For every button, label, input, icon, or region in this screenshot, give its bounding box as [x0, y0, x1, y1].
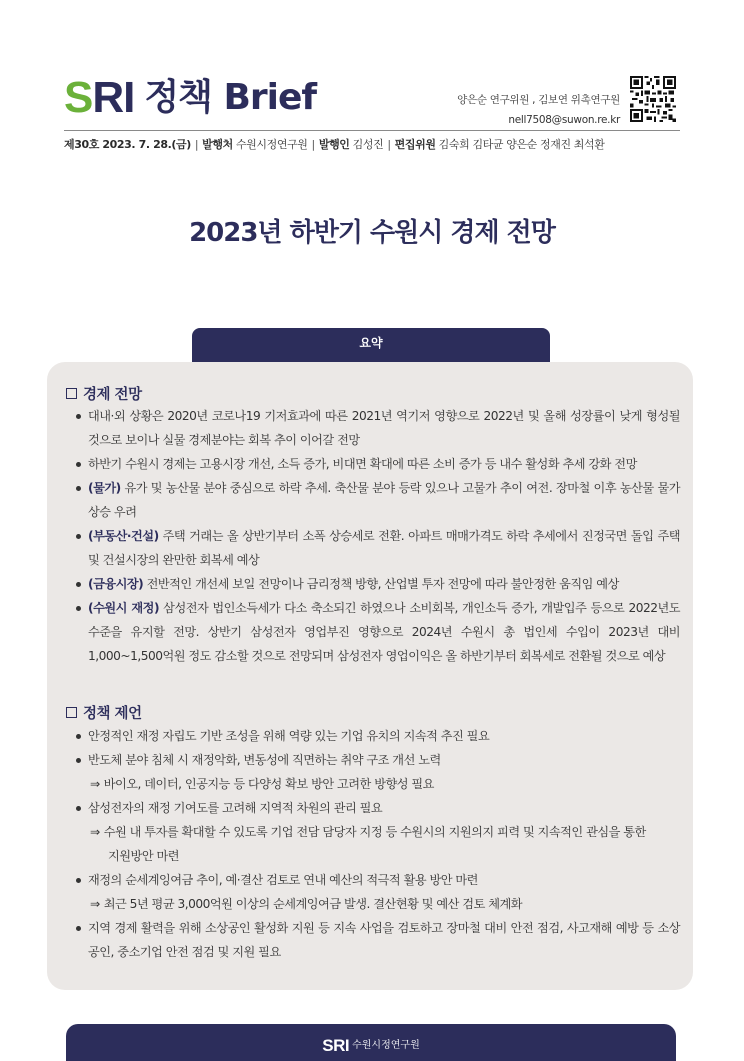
- brand-title: 정책 Brief: [144, 77, 317, 118]
- list-item: 재정의 순세계잉여금 추이, 예·결산 검토로 연내 예산의 적극적 활용 방안 마련 ⇒ 최근 5년 평균 3,000억원 이상의 순세계잉여금 발생. 결산현황 및 예산 검토 체계화: [76, 868, 680, 916]
- list-item: 안정적인 재정 자립도 기반 조성을 위해 역량 있는 기업 유치의 지속적 추진 필요: [76, 724, 680, 748]
- header-divider: [64, 130, 680, 131]
- sri-logo: SRI: [64, 73, 135, 122]
- header: [64, 73, 680, 132]
- section-heading-economy: 경제 전망: [66, 383, 142, 404]
- issuer-label: 발행인: [318, 138, 350, 151]
- economy-list: [76, 404, 680, 668]
- footer-sri-logo: SRI: [322, 1036, 350, 1055]
- page-title: 2023년 하반기 수원시 경제 전망: [189, 218, 555, 248]
- authors-line: 양은순 연구위원 , 김보연 위촉연구원: [457, 94, 620, 106]
- footer-logo: [66, 1036, 676, 1056]
- list-item: 지역 경제 활력을 위해 소상공인 활성화 지원 등 지속 사업을 검토하고 장마철 대비 안전 점검, 사고재해 예방 등 소상공인, 중소기업 안전 점검 및 지원 필요: [76, 916, 680, 964]
- publication-info: 제30호 2023. 7. 28.(금) | 발행처 수원시정연구원 | 발행인 김성진 | 편집위원 김숙희 김타균 양은순 정재진 최석환: [64, 138, 605, 151]
- policy-list: [76, 724, 680, 964]
- footer-bar: [66, 1024, 676, 1061]
- footer-org-name: 수원시정연구원: [352, 1040, 420, 1051]
- author-email: nell7508@suwon.re.kr: [508, 114, 620, 126]
- editors-value: 김숙희 김타균 양은순 정재진 최석환: [438, 138, 605, 151]
- list-item: (물가) 유가 및 농산물 분야 중심으로 하락 추세. 축산물 분야 등락 있으나 고물가 추이 여전. 장마철 이후 농산물 물가 상승 우려: [76, 476, 680, 524]
- qr-code-icon: [630, 76, 676, 122]
- summary-tab: 요약: [192, 328, 550, 362]
- list-item: (부동산·건설) 주택 거래는 올 상반기부터 소폭 상승세로 전환. 아파트 매매가격도 하락 추세에서 진정국면 돌입 주택 및 건설시장의 완만한 회복세 예상: [76, 524, 680, 572]
- brand-logo: [64, 73, 317, 122]
- publisher-label: 발행처: [202, 138, 233, 151]
- list-item: (수원시 재정) 삼성전자 법인소득세가 다소 축소되긴 하였으나 소비회복, 개인소득 증가, 개발입주 등으로 2022년도 수준을 유지할 전망. 상반기 삼성전자 영업부진 영향으로 2024년 수원시 총 법인세 수입이 2023년 대비 1,000~1,500억원 정도 감소할 것으로 전망되며 삼성전자 영업이익은 올 하반기부터 회복세로 전환될 것으로 예상: [76, 596, 680, 668]
- issue-number: 제30호 2023. 7. 28.(금): [64, 138, 191, 151]
- editors-label: 편집위원: [394, 138, 436, 151]
- list-item: 반도체 분야 침체 시 재정악화, 변동성에 직면하는 취약 구조 개선 노력 ⇒ 바이오, 데이터, 인공지능 등 다양성 확보 방안 고려한 방향성 필요: [76, 748, 680, 796]
- author-info: [457, 90, 620, 130]
- publisher-value: 수원시정연구원: [235, 138, 308, 151]
- sub-item: ⇒ 수원 내 투자를 확대할 수 있도록 기업 전담 담당자 지정 등 수원시의 지원의지 피력 및 지속적인 관심을 통한 지원방안 마련: [90, 825, 646, 863]
- sub-item: ⇒ 바이오, 데이터, 인공지능 등 다양성 확보 방안 고려한 방향성 필요: [90, 777, 434, 791]
- checkbox-square-icon: [66, 388, 77, 399]
- list-item: 하반기 수원시 경제는 고용시장 개선, 소득 증가, 비대면 확대에 따른 소비 증가 등 내수 활성화 추세 강화 전망: [76, 452, 680, 476]
- section-heading-policy: 정책 제언: [66, 702, 142, 723]
- list-item: (금융시장) 전반적인 개선세 보일 전망이나 금리정책 방향, 산업별 투자 전망에 따라 불안정한 움직임 예상: [76, 572, 680, 596]
- list-item: 대내·외 상황은 2020년 코로나19 기저효과에 따른 2021년 역기저 영향으로 2022년 및 올해 성장률이 낮게 형성될 것으로 보이나 실물 경제분야는 회복 추이 이어갈 전망: [76, 404, 680, 452]
- list-item: 삼성전자의 재정 기여도를 고려해 지역적 차원의 관리 필요 ⇒ 수원 내 투자를 확대할 수 있도록 기업 전담 담당자 지정 등 수원시의 지원의지 피력 및 지속적인 관심을 통한 지원방안 마련: [76, 796, 680, 868]
- sub-item: ⇒ 최근 5년 평균 3,000억원 이상의 순세계잉여금 발생. 결산현황 및 예산 검토 체계화: [90, 897, 523, 911]
- issuer-value: 김성진: [352, 138, 384, 151]
- checkbox-square-icon: [66, 707, 77, 718]
